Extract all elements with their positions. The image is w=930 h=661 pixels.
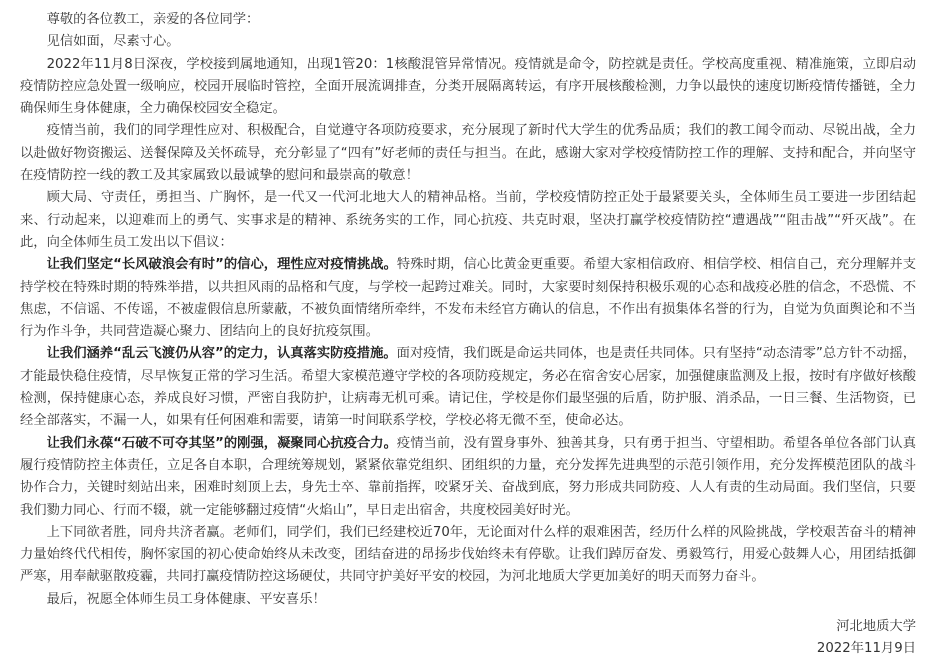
salutation: 尊敬的各位教工，亲爱的各位同学： [46, 12, 260, 27]
paragraph-thanks: 疫情当前，我们的同学理性应对、积极配合，自觉遵守各项防疫要求，充分展现了新时代大学生的优秀品质；我们的教工闻令而动、尽锐出战，全力以赴做好物资搬运、送餐保障及关怀疏导，充分彰显了“四有”好老师的责任与担当。在此，感谢大家对学校疫情防控工作的理解、支持和配合，并向坚守在疫情防控一线的教工及其家属致以最诚挚的慰问和最崇高的敬意！ [20, 123, 916, 184]
paragraph-composure [20, 343, 916, 432]
paragraph-confidence-text: 特殊时期，信心比黄金更重要。希望大家相信政府、相信学校、相信自己，充分理解并支持学校在特殊时期的特殊举措，以共担风雨的品格和气度，与学校一起跨过难关。同时，大家要时刻保持积极乐观的心态和战疫必胜的信念，不恐慌、不焦虑，不信谣、不传谣，不被虚假信息所蒙蔽，不被负面情绪所牵绊，不发布未经官方确认的信息，不作出有损集体名誉的行为，自觉为负面舆论和不当行为作斗争，共同营造凝心聚力、团结向上的良好抗疫氛围。 [20, 257, 917, 340]
paragraph-strength-text: 疫情当前，没有置身事外、独善其身，只有勇于担当、守望相助。希望各单位各部门认真履行疫情防控主体责任，立足各自本职，合理统筹规划，紧紧依靠党组织、团组织的力量，充分发挥先进典型的示范引领作用，充分发挥模范团队的战斗协作合力，关键时刻站出来，困难时刻顶上去，身先士卒、靠前指挥，咬紧牙关、奋战到底，努力形成共同防疫、人人有责的生动局面。我们坚信，只要我们勠力同心、行而不辍，就一定能够翻过疫情“火焰山”，早日走出宿舍，共度校园美好时光。 [20, 435, 917, 518]
paragraph-confidence-lead: 让我们坚定“长风破浪会有时”的信心，理性应对疫情挑战。 [46, 257, 397, 273]
letter-body [20, 9, 916, 661]
paragraph-composure-text: 面对疫情，我们既是命运共同体，也是责任共同体。只有坚持“动态清零”总方针不动摇，才能最快稳住疫情，尽早恢复正常的学习生活。希望大家模范遵守学校的各项防疫规定，务必在宿舍安心居家，加强健康监测及上报，按时有序做好核酸检测，保持健康心态，养成良好习惯，严密自我防护，让病毒无机可乘。请记住，学校是你们最坚强的后盾，防护服、消杀品，一日三餐、生活物资，已经全部落实，不漏一人，如果有任何困难和需要，请第一时间联系学校，学校必将无微不至，使命必达。 [20, 346, 916, 429]
paragraph-situation: 2022年11月8日深夜，学校接到属地通知，出现1管20：1核酸混管异常情况。疫情就是命令，防控就是责任。学校高度重视、精准施策，立即启动疫情防控应急处置一级响应，校园开展临时管控，全面开展流调排查，分类开展隔离转运，有序开展核酸检测，力争以最快的速度切断疫情传播链，全力确保师生身体健康，全力确保校园安全稳定。 [20, 56, 916, 117]
paragraph-strength [20, 433, 916, 522]
paragraph-strength-lead: 让我们永葆“石破不可夺其坚”的刚强，凝聚同心抗疫合力。 [46, 435, 397, 451]
signature-date: 2022年11月9日 [816, 641, 916, 657]
closing-wishes: 最后，祝愿全体师生员工身体健康、平安喜乐！ [46, 591, 326, 607]
paragraph-composure-lead: 让我们涵养“乱云飞渡仍从容”的定力，认真落实防疫措施。 [46, 346, 397, 362]
paragraph-confidence [20, 254, 916, 343]
signature-organization: 河北地质大学 [836, 619, 916, 635]
paragraph-call-to-action: 顾大局、守责任，勇担当、广胸怀，是一代又一代河北地大人的精神品格。当前，学校疫情防控正处于最紧要关头，全体师生员工要进一步团结起来、行动起来，以迎难而上的勇气、实事求是的精神、系统务实的工作，同心抗疫、共克时艰，坚决打赢学校疫情防控“遭遇战”“阻击战”“歼灭战”。在此，向全体师生员工发出以下倡议： [20, 190, 916, 250]
greeting: 见信如面，尽素寸心。 [46, 34, 180, 50]
paragraph-unity: 上下同欲者胜，同舟共济者赢。老师们，同学们，我们已经建校近70年，无论面对什么样的艰难困苦，经历什么样的风险挑战，学校艰苦奋斗的精神力量始终代代相传，胸怀家国的初心使命始终从未改变，团结奋进的昂扬步伐始终未有停歇。让我们踔厉奋发、勇毅笃行，用爱心鼓舞人心，用团结抵御严寒，用奉献驱散疫霾，共同打赢疫情防控这场硬仗，共同守护美好平安的校园，为河北地质大学更加美好的明天而努力奋斗。 [20, 524, 916, 585]
